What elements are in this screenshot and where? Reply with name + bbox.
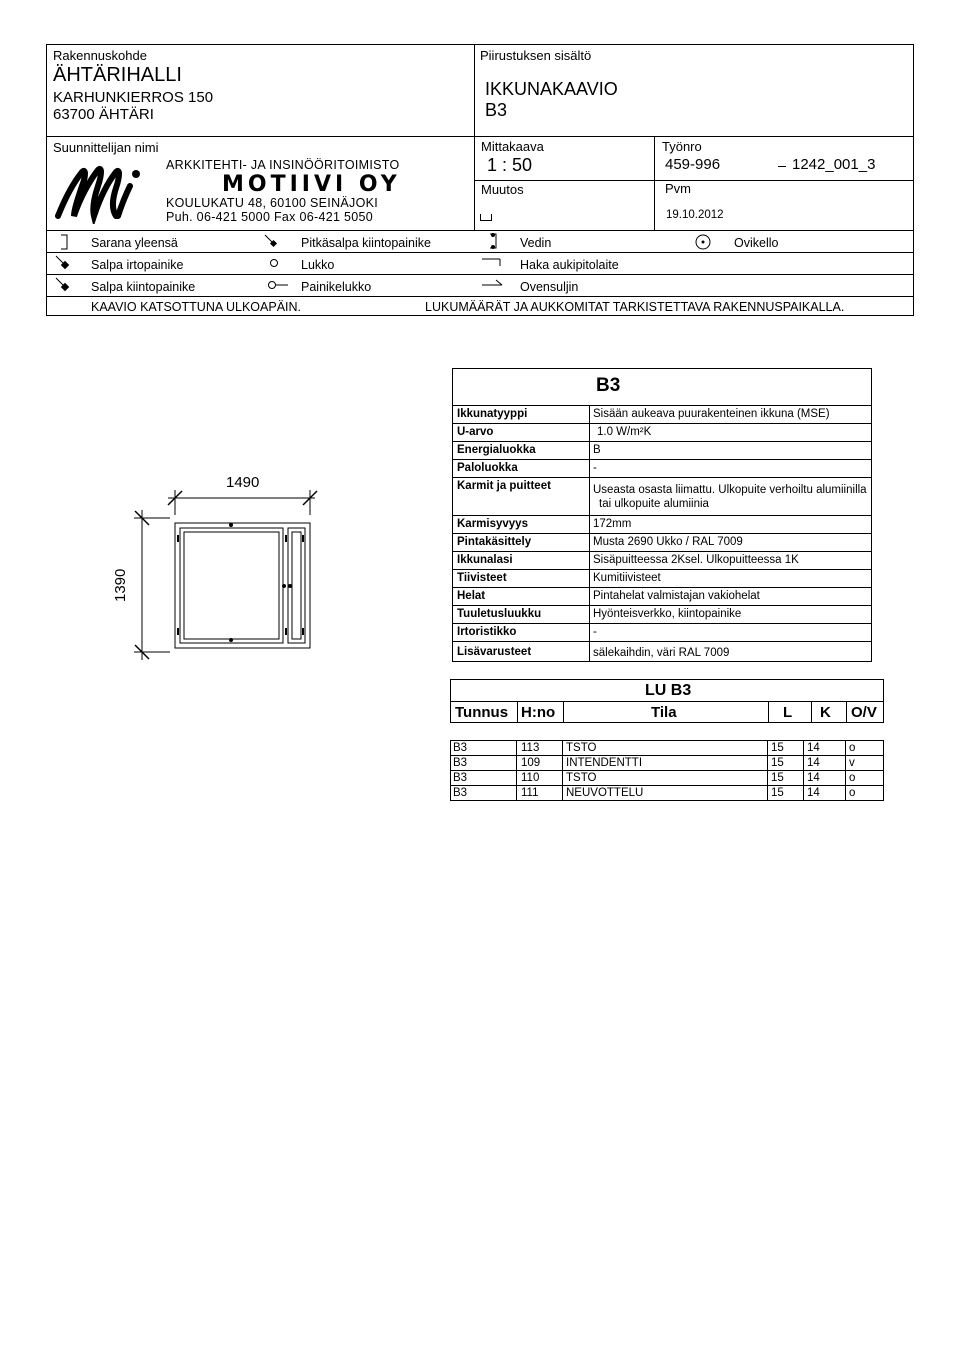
drawing-number-dash: [778, 166, 786, 167]
lu-title: LU B3: [645, 682, 692, 699]
width-dimension: 1490: [226, 474, 260, 491]
spec-row: Ikkunatyyppi Sisään aukeava puurakenteinen ikkuna (MSE): [453, 405, 871, 423]
date-value: 19.10.2012: [666, 209, 724, 221]
col-ov: O/V: [851, 704, 877, 721]
company-logo: [52, 154, 164, 224]
table-row: B3 113 TSTO 15 14 o: [450, 740, 884, 756]
address-line2: 63700 ÄHTÄRI: [53, 106, 154, 123]
job-value: 459-996: [665, 156, 721, 173]
legend-vedin: Vedin: [520, 236, 552, 250]
height-dimension: 1390: [112, 568, 129, 602]
legend-painikelukko: Painikelukko: [301, 280, 372, 294]
espagnolette-handle-icon: [263, 233, 281, 251]
scale-value: 1 : 50: [487, 155, 533, 175]
table-row: B3 111 NEUVOTTELU 15 14 o: [450, 785, 884, 801]
legend-sarana: Sarana yleensä: [91, 236, 178, 250]
project-label: Rakennuskohde: [53, 48, 147, 63]
spec-row: Karmisyvyys 172mm: [453, 515, 871, 533]
table-row: B3 110 TSTO 15 14 o: [450, 770, 884, 786]
latch-fixed-handle-icon: [54, 276, 74, 294]
contents-label: Piirustuksen sisältö: [480, 48, 592, 63]
drawing-number: 1242_001_3: [792, 156, 876, 173]
spec-row: Lisävarusteet sälekaihdin, väri RAL 7009: [453, 641, 871, 662]
spec-row: Pintakäsittely Musta 2690 Ukko / RAL 7009: [453, 533, 871, 551]
pull-handle-icon: [486, 231, 502, 251]
designer-label: Suunnittelijan nimi: [53, 140, 159, 155]
address-line1: KARHUNKIERROS 150: [53, 89, 214, 106]
window-elevation-drawing: [100, 480, 330, 665]
handle-lock-icon: [266, 279, 290, 291]
spec-row: Energialuokka B: [453, 441, 871, 459]
spec-row: U-arvo 1.0 W/m²K: [453, 423, 871, 441]
job-label: Työnro: [662, 139, 702, 154]
legend-salpa-irto: Salpa irtopainike: [91, 258, 184, 272]
change-label: Muutos: [481, 182, 524, 197]
hinge-icon: [58, 233, 72, 251]
company-address: KOULUKATU 48, 60100 SEINÄJOKI: [166, 196, 379, 210]
legend-ovikello: Ovikello: [734, 236, 779, 250]
company-name: MOTIIVI OY: [222, 172, 401, 197]
legend-ovensuljin: Ovensuljin: [520, 280, 579, 294]
col-k: K: [820, 704, 831, 721]
spec-row: Helat Pintahelat valmistajan vakiohelat: [453, 587, 871, 605]
legend-pitkasalpa: Pitkäsalpa kiintopainike: [301, 236, 431, 250]
note-viewed-from-outside: KAAVIO KATSOTTUNA ULKOAPÄIN.: [91, 300, 302, 314]
door-closer-icon: [480, 277, 506, 291]
legend-haka: Haka aukipitolaite: [520, 258, 619, 272]
company-phone: Puh. 06-421 5000 Fax 06-421 5050: [166, 210, 373, 224]
spec-table: [452, 368, 872, 662]
col-l: L: [783, 704, 793, 721]
contents-title: IKKUNAKAAVIO: [485, 79, 618, 99]
legend-lukko: Lukko: [301, 258, 335, 272]
change-mark: [480, 214, 492, 221]
note-check-on-site: LUKUMÄÄRÄT JA AUKKOMITAT TARKISTETTAVA RAKENNUSPAIKALLA.: [425, 300, 845, 314]
spec-row: Tiivisteet Kumitiivisteet: [453, 569, 871, 587]
col-tila: Tila: [651, 704, 677, 721]
spec-row: Paloluokka -: [453, 459, 871, 477]
scale-label: Mittakaava: [481, 139, 544, 154]
company-type: ARKKITEHTI- JA INSINÖÖRITOIMISTO: [166, 158, 400, 172]
doorbell-icon: [694, 233, 712, 251]
contents-code: B3: [485, 100, 508, 120]
project-name: ÄHTÄRIHALLI: [53, 64, 182, 86]
spec-title: B3: [596, 375, 621, 396]
stay-hook-icon: [480, 255, 504, 269]
lu-table-header: [450, 679, 884, 723]
latch-loose-handle-icon: [54, 254, 74, 272]
spec-row: Karmit ja puitteet Useasta osasta liimattu. Ulkopuite verhoiltu alumiinilla tai ulkopuite alumiinia: [453, 477, 871, 515]
col-hno: H:no: [521, 704, 556, 721]
col-tunnus: Tunnus: [455, 704, 509, 721]
date-label: Pvm: [665, 181, 691, 196]
lock-icon: [268, 257, 280, 269]
spec-row: Ikkunalasi Sisäpuitteessa 2Ksel. Ulkopuitteessa 1K: [453, 551, 871, 569]
spec-row: Irtoristikko -: [453, 623, 871, 641]
spec-row: Tuuletusluukku Hyönteisverkko, kiintopainike: [453, 605, 871, 623]
legend-salpa-kiinto: Salpa kiintopainike: [91, 280, 196, 294]
table-row: B3 109 INTENDENTTI 15 14 v: [450, 755, 884, 771]
